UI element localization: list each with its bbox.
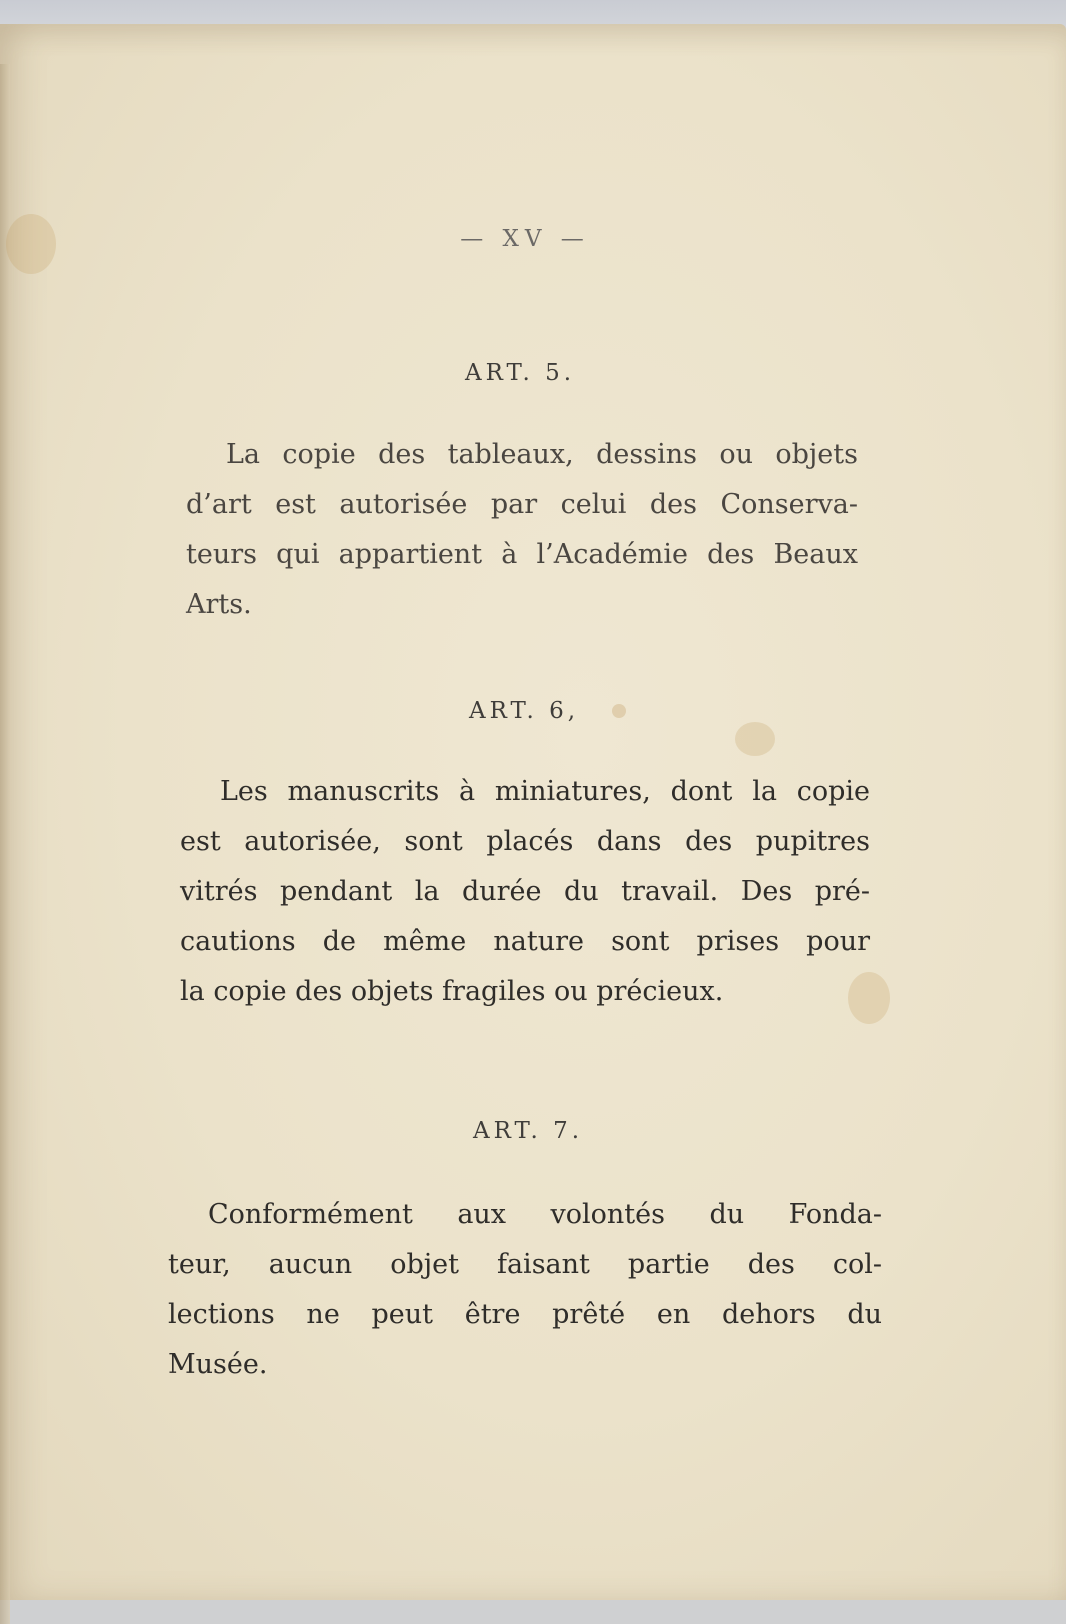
foxing-spot xyxy=(6,214,56,274)
article-5-text xyxy=(186,430,858,630)
text-line: teur, aucun objet faisant partie des col- xyxy=(168,1249,882,1280)
article-6-heading: ART. 6, xyxy=(468,698,580,724)
text-line: teurs qui appartient à l’Académie des Beaux xyxy=(186,539,858,570)
page-number: — XV — xyxy=(460,226,590,252)
text-line: vitrés pendant la durée du travail. Des pré- xyxy=(180,876,870,907)
text-line: Conformément aux volontés du Fonda- xyxy=(208,1199,882,1230)
article-7-heading: ART. 7. xyxy=(472,1118,584,1144)
text-line: Les manuscrits à miniatures, dont la copie xyxy=(220,776,870,807)
foxing-spot xyxy=(735,722,775,756)
text-line: La copie des tableaux, dessins ou objets xyxy=(226,439,858,470)
article-5-heading: ART. 5. xyxy=(464,360,576,386)
text-line: Arts. xyxy=(186,589,252,620)
text-line: d’art est autorisée par celui des Conserva- xyxy=(186,489,858,520)
text-line: la copie des objets fragiles ou précieux. xyxy=(180,976,724,1007)
text-line: cautions de même nature sont prises pour xyxy=(180,926,870,957)
text-line: est autorisée, sont placés dans des pupitres xyxy=(180,826,870,857)
article-6-text xyxy=(180,767,870,1017)
text-line: Musée. xyxy=(168,1349,268,1380)
text-line: lections ne peut être prêté en dehors du xyxy=(168,1299,882,1330)
article-7-text xyxy=(168,1190,882,1390)
binding-gutter xyxy=(0,64,10,1624)
